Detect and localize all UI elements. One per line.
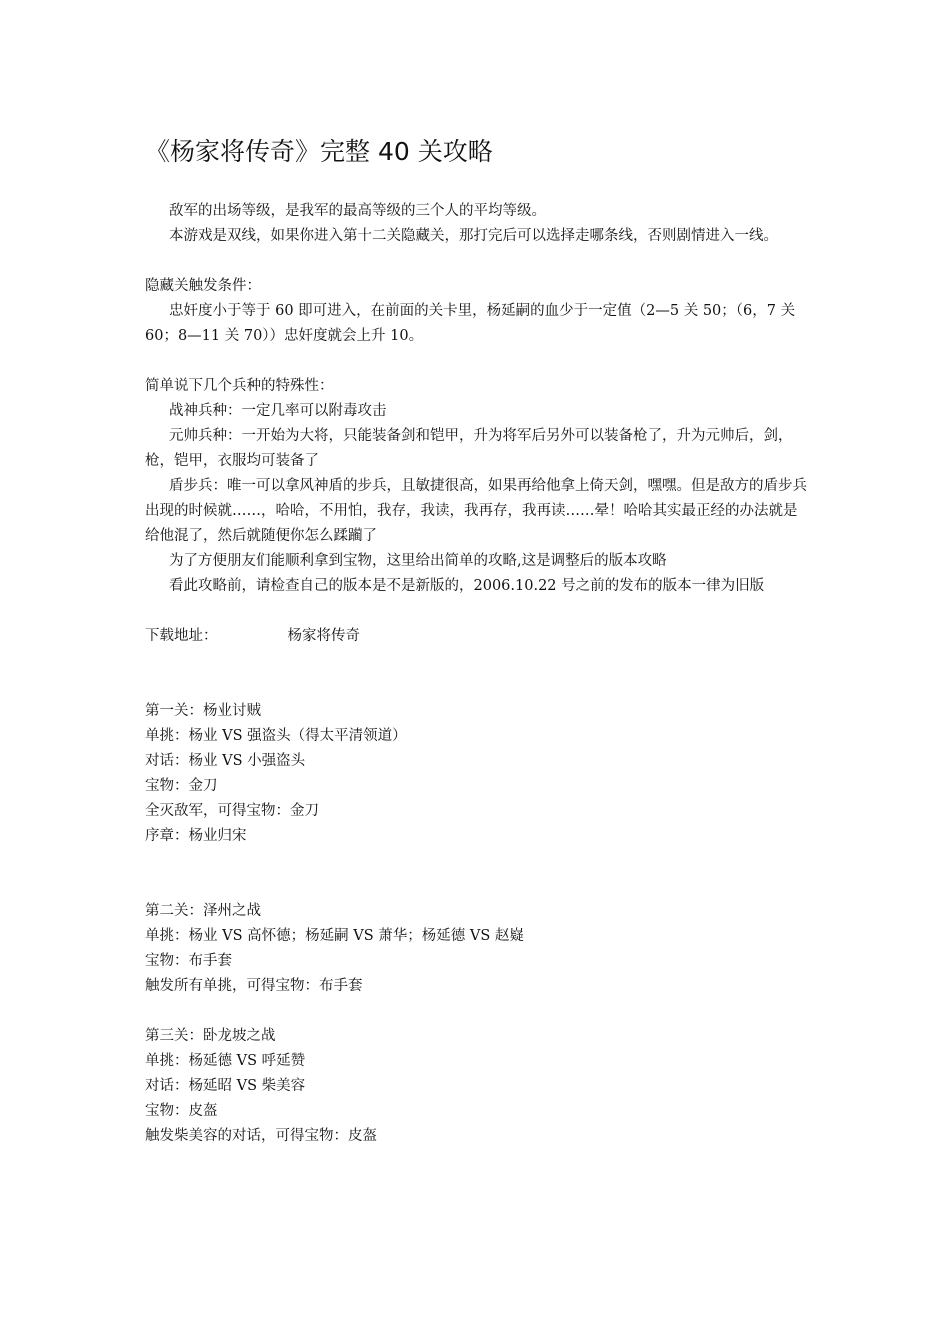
spacer bbox=[145, 874, 810, 899]
note-guide: 为了方便朋友们能顺利拿到宝物，这里给出简单的攻略,这是调整后的版本攻略 bbox=[169, 553, 667, 569]
spacer bbox=[145, 649, 810, 674]
unit-yuanshuai: 元帅兵种：一开始为大将，只能装备剑和铠甲，升为将军后另外可以装备枪了，升为元帅后，剑，枪，铠甲，衣服均可装备了 bbox=[145, 428, 793, 469]
spacer bbox=[145, 999, 810, 1024]
level1-title: 第一关：杨业讨贼 bbox=[145, 703, 261, 719]
hidden-level-text: 忠奸度小于等于 60 即可进入，在前面的关卡里，杨延嗣的血少于一定值（2—5 关 50；（6，7 关 60；8—11 关 70））忠奸度就会上升 10。 bbox=[145, 303, 796, 344]
spacer bbox=[145, 349, 810, 374]
level1-treasure: 宝物：金刀 bbox=[145, 778, 218, 794]
level1-prologue: 序章：杨业归宋 bbox=[145, 828, 247, 844]
level3-talk: 对话：杨延昭 VS 柴美容 bbox=[145, 1078, 306, 1094]
spacer bbox=[145, 674, 810, 699]
download-line bbox=[145, 624, 810, 649]
spacer bbox=[145, 249, 810, 274]
level2-treasure: 宝物：布手套 bbox=[145, 953, 232, 969]
intro-paragraph-1: 敌军的出场等级，是我军的最高等级的三个人的平均等级。 bbox=[169, 203, 546, 219]
level3-title: 第三关：卧龙坡之战 bbox=[145, 1028, 276, 1044]
unit-zhanshen: 战神兵种：一定几率可以附毒攻击 bbox=[169, 403, 387, 419]
hidden-level-heading: 隐藏关触发条件： bbox=[145, 278, 261, 294]
level2-title: 第二关：泽州之战 bbox=[145, 903, 261, 919]
document-body bbox=[145, 199, 810, 1149]
level1-duel: 单挑：杨业 VS 强盗头（得太平清领道） bbox=[145, 728, 407, 744]
document-title: 《杨家将传奇》完整 40 关攻略 bbox=[145, 137, 493, 166]
unit-dunbu: 盾步兵：唯一可以拿风神盾的步兵，且敏捷很高，如果再给他拿上倚天剑，嘿嘿。但是敌方的盾步兵出现的时候就……，哈哈，不用怕，我存，我读，我再存，我再读……晕！哈哈其实最正经的办法就是给他混了，然后就随便你怎么蹂躏了 bbox=[145, 478, 807, 544]
note-version: 看此攻略前，请检查自己的版本是不是新版的，2006.10.22 号之前的发布的版本一律为旧版 bbox=[169, 578, 765, 594]
download-link[interactable]: 杨家将传奇 bbox=[287, 628, 360, 644]
download-label: 下载地址： bbox=[145, 628, 218, 644]
spacer bbox=[145, 849, 810, 874]
level3-treasure: 宝物：皮盔 bbox=[145, 1103, 218, 1119]
spacer bbox=[145, 599, 810, 624]
level2-condition: 触发所有单挑，可得宝物：布手套 bbox=[145, 978, 363, 994]
level3-duel: 单挑：杨延德 VS 呼延赞 bbox=[145, 1053, 306, 1069]
level2-duel: 单挑：杨业 VS 高怀德；杨延嗣 VS 萧华；杨延德 VS 赵嶷 bbox=[145, 928, 524, 944]
level3-condition: 触发柴美容的对话，可得宝物：皮盔 bbox=[145, 1128, 377, 1144]
intro-paragraph-2: 本游戏是双线，如果你进入第十二关隐藏关，那打完后可以选择走哪条线，否则剧情进入一线。 bbox=[169, 228, 778, 244]
units-heading: 简单说下几个兵种的特殊性： bbox=[145, 378, 334, 394]
level1-condition: 全灭敌军，可得宝物：金刀 bbox=[145, 803, 319, 819]
level1-talk: 对话：杨业 VS 小强盗头 bbox=[145, 753, 306, 769]
